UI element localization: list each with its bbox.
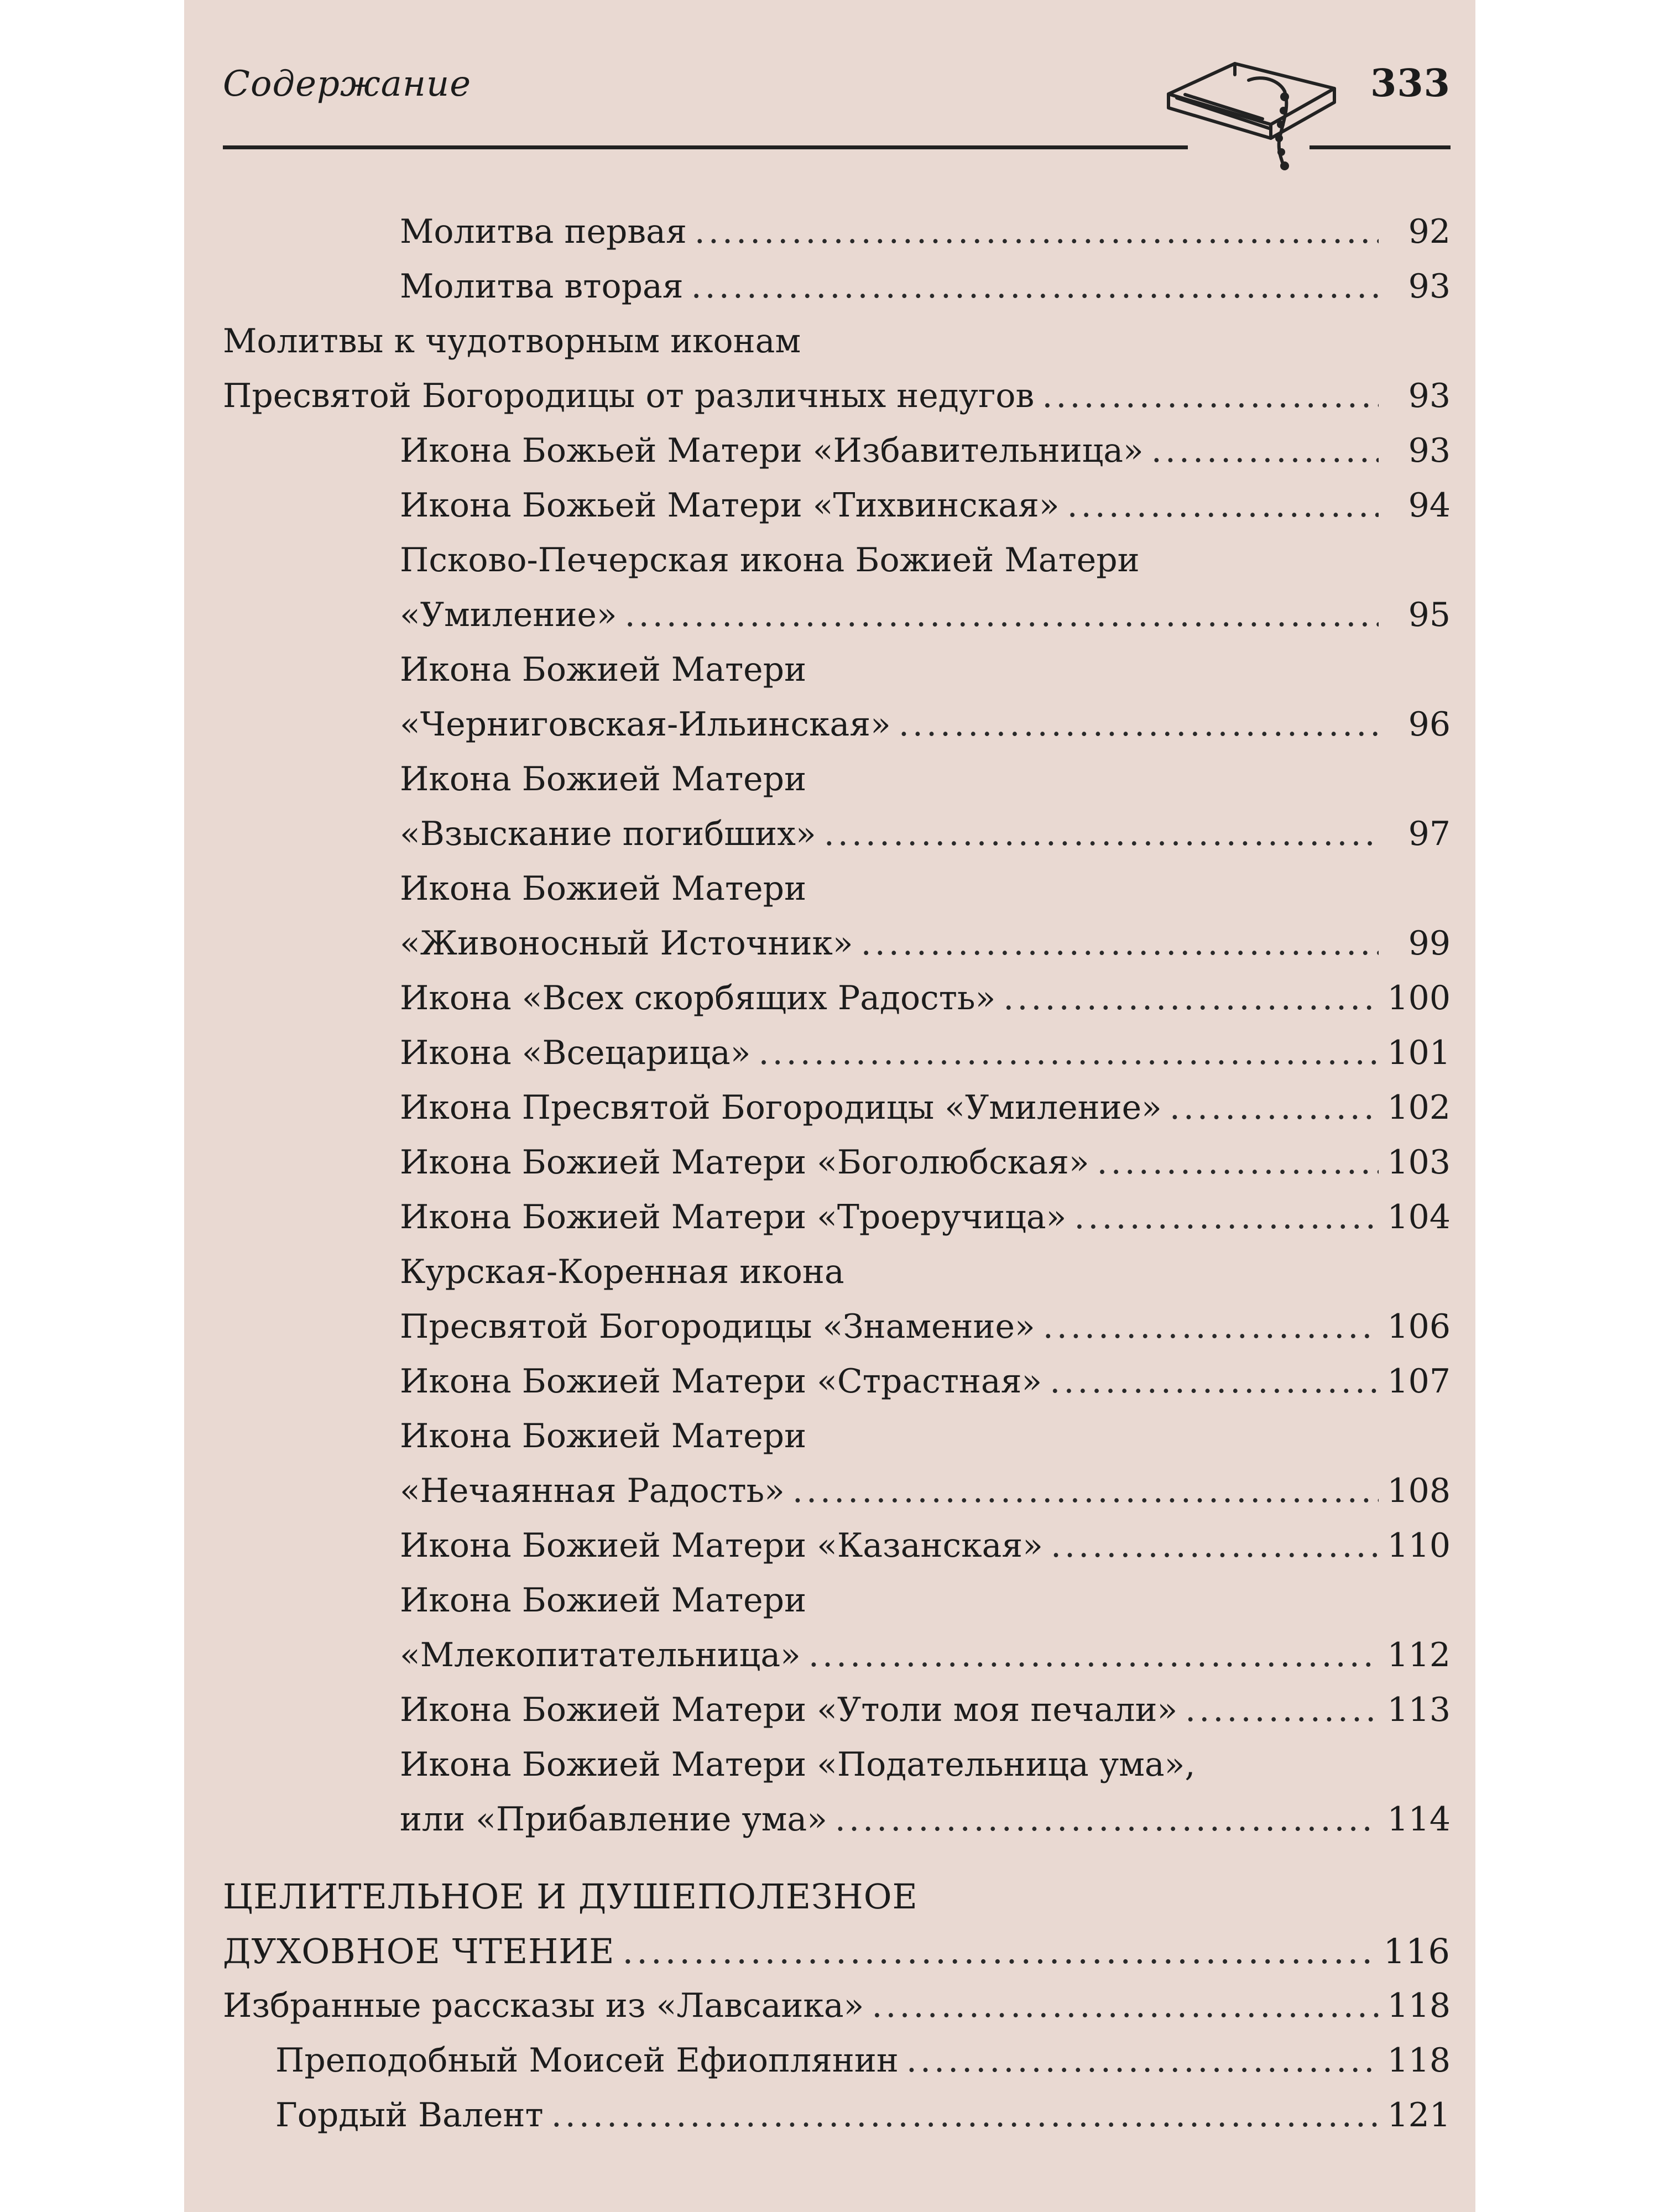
toc-entry[interactable]	[223, 643, 1451, 697]
toc-entry-page: 93	[1408, 431, 1451, 470]
toc-entry-title: Пресвятой Богородицы от различных недугов	[223, 377, 1035, 415]
toc-entry-title: Икона Божией Матери	[400, 760, 807, 799]
dot-leader	[1050, 1354, 1379, 1409]
toc-entry-page: 112	[1387, 1636, 1451, 1674]
toc-entry[interactable]	[223, 1979, 1451, 2033]
toc-entry-title: «Живоносный Источник»	[400, 924, 853, 963]
toc-entry-page: 121	[1387, 2096, 1451, 2135]
toc-entry-title: или «Прибавление ума»	[400, 1800, 827, 1839]
dot-leader	[1170, 1081, 1379, 1135]
toc-entry-page: 110	[1387, 1526, 1451, 1565]
toc-entry-title: «Взыскание погибших»	[400, 815, 816, 853]
toc-entry-title: Избранные рассказы из «Лавсаика»	[223, 1986, 864, 2025]
toc-entry-title: Гордый Валент	[275, 2096, 544, 2135]
toc-entry-page: 102	[1387, 1088, 1451, 1127]
dot-leader	[623, 1924, 1378, 1979]
toc-entry-title: Курская-Коренная икона	[400, 1253, 844, 1291]
toc-entry[interactable]	[223, 862, 1451, 916]
toc-entry-page: 93	[1408, 267, 1451, 306]
toc-entry-title: Икона Божией Матери «Подательница ума»,	[400, 1745, 1196, 1784]
toc-entry-title: Икона Божией Матери «Утоли моя печали»	[400, 1691, 1178, 1729]
toc-entry-title: Преподобный Моисей Ефиоплянин	[275, 2041, 899, 2080]
toc-entry-title: Икона Божией Матери «Боголюбская»	[400, 1143, 1089, 1182]
toc-entry-page: 101	[1387, 1034, 1451, 1072]
dot-leader	[759, 1026, 1379, 1081]
dot-leader	[1051, 1519, 1379, 1573]
dot-leader	[691, 259, 1379, 314]
toc-entry-title: Икона Божьей Матери «Тихвинская»	[400, 486, 1060, 525]
dot-leader	[899, 697, 1379, 752]
book-page	[184, 0, 1475, 2212]
toc-entry-page: 99	[1408, 924, 1451, 963]
dot-leader	[1067, 478, 1379, 533]
toc-entry-page: 103	[1387, 1143, 1451, 1182]
toc-entry-page: 116	[1383, 1931, 1451, 1971]
dot-leader	[835, 1792, 1379, 1847]
dot-leader	[824, 807, 1379, 862]
toc-entry[interactable]	[223, 1628, 1451, 1683]
toc-entry-title: Икона Божией Матери	[400, 869, 807, 908]
dot-leader	[625, 588, 1379, 643]
toc-entry[interactable]	[223, 1519, 1451, 1573]
toc-entry-title: «Млекопитательница»	[400, 1636, 801, 1674]
toc-entry[interactable]	[223, 1026, 1451, 1081]
toc-entry[interactable]	[223, 1245, 1451, 1300]
toc-entry-title: Икона «Всецарица»	[400, 1034, 751, 1072]
toc-entry-title: «Нечаянная Радость»	[400, 1472, 785, 1510]
toc-entry[interactable]	[223, 1300, 1451, 1354]
toc-entry-page: 107	[1387, 1362, 1451, 1401]
dot-leader	[1043, 1300, 1379, 1354]
toc-entry-title: Икона «Всех скорбящих Радость»	[400, 979, 996, 1018]
toc-entry-page: 92	[1408, 212, 1451, 251]
toc-entry[interactable]	[223, 424, 1451, 478]
toc-entry-title: Икона Божьей Матери «Избавительница»	[400, 431, 1144, 470]
toc-entry-title: Молитва вторая	[400, 267, 684, 306]
toc-entry-page: 114	[1387, 1800, 1451, 1839]
toc-entry[interactable]	[223, 1738, 1451, 1792]
toc-entry-page: 97	[1408, 815, 1451, 853]
toc-entry[interactable]	[223, 314, 1451, 369]
toc-entry[interactable]	[223, 1354, 1451, 1409]
header-rule-left	[223, 145, 1188, 149]
toc-entry[interactable]	[223, 1464, 1451, 1519]
toc-entry[interactable]	[223, 1081, 1451, 1135]
toc-entry-title: Икона Пресвятой Богородицы «Умиление»	[400, 1088, 1162, 1127]
toc-entry-title: ДУХОВНОЕ ЧТЕНИЕ	[223, 1931, 615, 1971]
toc-entry[interactable]	[223, 1409, 1451, 1464]
dot-leader	[808, 1628, 1379, 1683]
table-of-contents	[223, 205, 1451, 2143]
toc-entry-title: Молитвы к чудотворным иконам	[223, 322, 801, 361]
toc-entry-page: 108	[1387, 1472, 1451, 1510]
toc-entry-page: 93	[1408, 377, 1451, 415]
toc-entry-page: 106	[1387, 1307, 1451, 1346]
toc-entry-title: «Умиление»	[400, 596, 617, 634]
toc-section-heading[interactable]	[223, 1924, 1451, 1979]
toc-entry-title: Икона Божией Матери «Троеручица»	[400, 1198, 1067, 1237]
section-gap	[223, 1847, 1451, 1869]
toc-entry-page: 118	[1387, 2041, 1451, 2080]
toc-entry[interactable]	[223, 1190, 1451, 1245]
toc-entry[interactable]	[223, 916, 1451, 971]
toc-entry[interactable]	[223, 533, 1451, 588]
dot-leader	[695, 205, 1379, 259]
dot-leader	[872, 1979, 1379, 2033]
running-title: Содержание	[223, 64, 472, 105]
page-header	[223, 53, 1451, 163]
dot-leader	[906, 2033, 1379, 2088]
toc-entry-title: Пресвятой Богородицы «Знамение»	[400, 1307, 1035, 1346]
dot-leader	[1074, 1190, 1379, 1245]
dot-leader	[1003, 971, 1379, 1026]
toc-entry[interactable]	[223, 1135, 1451, 1190]
toc-entry[interactable]	[223, 1573, 1451, 1628]
page-number: 333	[1370, 61, 1451, 106]
toc-entry-page: 96	[1408, 705, 1451, 744]
toc-entry-title: Икона Божией Матери	[400, 1417, 807, 1455]
toc-entry[interactable]	[223, 2088, 1451, 2143]
toc-entry[interactable]	[223, 478, 1451, 533]
dot-leader	[1097, 1135, 1379, 1190]
toc-entry-page: 104	[1387, 1198, 1451, 1237]
toc-entry[interactable]	[223, 697, 1451, 752]
toc-entry-title: Икона Божией Матери «Страстная»	[400, 1362, 1042, 1401]
toc-entry[interactable]	[223, 1683, 1451, 1738]
toc-entry-title: Псково-Печерская икона Божией Матери	[400, 541, 1140, 580]
dot-leader	[1151, 424, 1379, 478]
toc-entry[interactable]	[223, 369, 1451, 424]
toc-entry-title: «Черниговская-Ильинская»	[400, 705, 891, 744]
book-rosary-icon	[1152, 41, 1351, 174]
toc-entry-title: Молитва первая	[400, 212, 687, 251]
toc-entry[interactable]	[223, 1792, 1451, 1847]
toc-section-heading[interactable]	[223, 1869, 1451, 1924]
toc-entry-title: ЦЕЛИТЕЛЬНОЕ И ДУШЕПОЛЕЗНОЕ	[223, 1876, 918, 1917]
toc-entry[interactable]	[223, 971, 1451, 1026]
toc-entry-page: 94	[1408, 486, 1451, 525]
dot-leader	[1185, 1683, 1379, 1738]
toc-entry-page: 118	[1387, 1986, 1451, 2025]
dot-leader	[551, 2088, 1379, 2143]
dot-leader	[861, 916, 1379, 971]
toc-entry[interactable]	[223, 588, 1451, 643]
toc-entry[interactable]	[223, 807, 1451, 862]
toc-entry[interactable]	[223, 205, 1451, 259]
toc-entry-title: Икона Божией Матери «Казанская»	[400, 1526, 1043, 1565]
toc-entry[interactable]	[223, 752, 1451, 807]
header-rule-right	[1310, 145, 1451, 149]
toc-entry-page: 95	[1408, 596, 1451, 634]
toc-entry-title: Икона Божией Матери	[400, 650, 807, 689]
toc-entry-title: Икона Божией Матери	[400, 1581, 807, 1620]
toc-entry[interactable]	[223, 2033, 1451, 2088]
toc-entry-page: 100	[1387, 979, 1451, 1018]
toc-entry[interactable]	[223, 259, 1451, 314]
dot-leader	[792, 1464, 1379, 1519]
dot-leader	[1042, 369, 1379, 424]
toc-entry-page: 113	[1387, 1691, 1451, 1729]
